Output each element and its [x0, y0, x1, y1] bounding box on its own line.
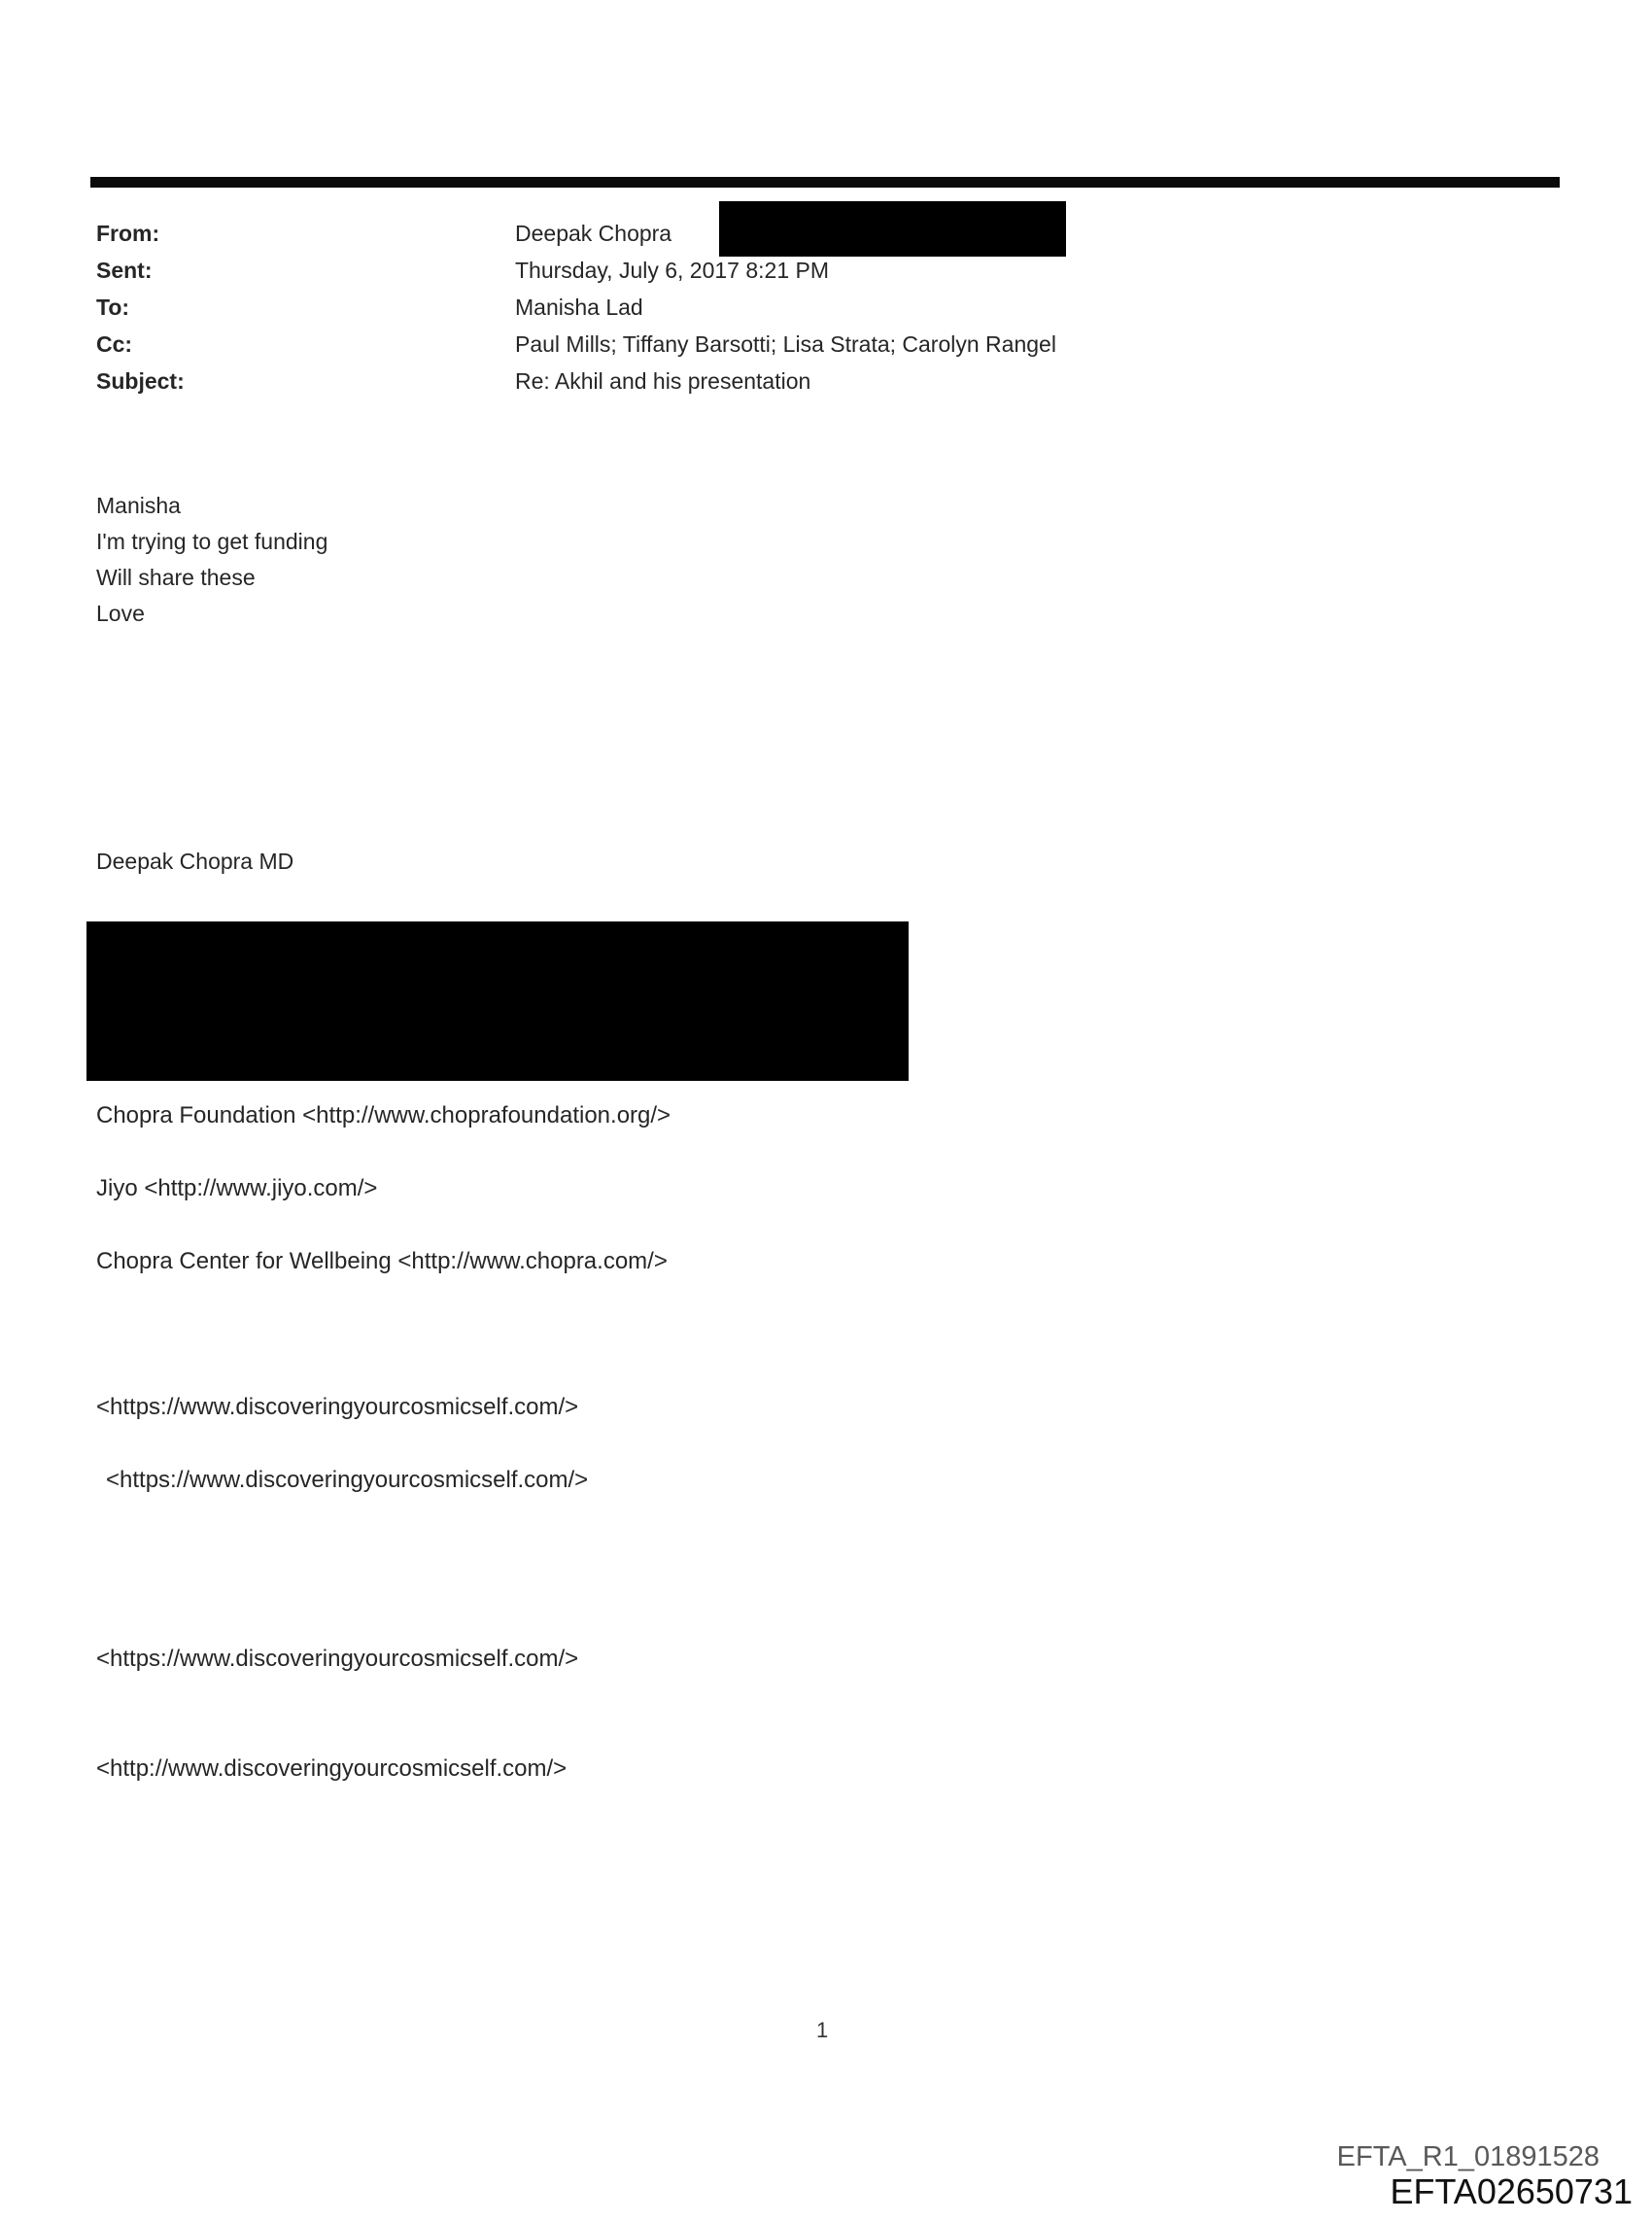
header-label-from: From:: [96, 221, 160, 246]
link-line-jiyo: Jiyo <http://www.jiyo.com/>: [96, 1175, 378, 1201]
header-value-cc: Paul Mills; Tiffany Barsotti; Lisa Strata; Carolyn Rangel: [515, 331, 1056, 357]
header-value-sent: Thursday, July 6, 2017 8:21 PM: [515, 258, 830, 283]
header-value-to: Manisha Lad: [515, 295, 643, 320]
link-line-cosmicself-4: <http://www.discoveringyourcosmicself.com/>: [96, 1755, 568, 1782]
header-separator-rule: [90, 177, 1560, 188]
link-line-chopra-center: Chopra Center for Wellbeing <http://www.chopra.com/>: [96, 1248, 668, 1274]
link-line-cosmicself-2: <https://www.discoveringyourcosmicself.com/>: [106, 1467, 589, 1493]
signature-name: Deepak Chopra MD: [96, 849, 294, 874]
header-label-to: To:: [96, 295, 130, 320]
link-line-cosmicself-1: <https://www.discoveringyourcosmicself.com/>: [96, 1394, 579, 1420]
body-line: Manisha: [96, 493, 181, 518]
page-number: 1: [816, 2018, 829, 2042]
header-label-subject: Subject:: [96, 368, 185, 394]
header-label-sent: Sent:: [96, 258, 153, 283]
bates-number-small: EFTA_R1_01891528: [1336, 2141, 1600, 2172]
link-line-chopra-foundation: Chopra Foundation <http://www.choprafoundation.org/>: [96, 1102, 671, 1128]
header-value-subject: Re: Akhil and his presentation: [515, 368, 811, 394]
header-label-cc: Cc:: [96, 331, 133, 357]
from-redaction-box: [719, 201, 1066, 257]
body-line: Will share these: [96, 565, 256, 590]
signature-redaction-box: [86, 921, 909, 1081]
bates-number-large: EFTA02650731: [1390, 2171, 1633, 2211]
header-value-from: Deepak Chopra: [515, 221, 672, 246]
link-line-cosmicself-3: <https://www.discoveringyourcosmicself.com/>: [96, 1646, 579, 1672]
body-line: Love: [96, 601, 145, 626]
body-line: I'm trying to get funding: [96, 529, 328, 554]
